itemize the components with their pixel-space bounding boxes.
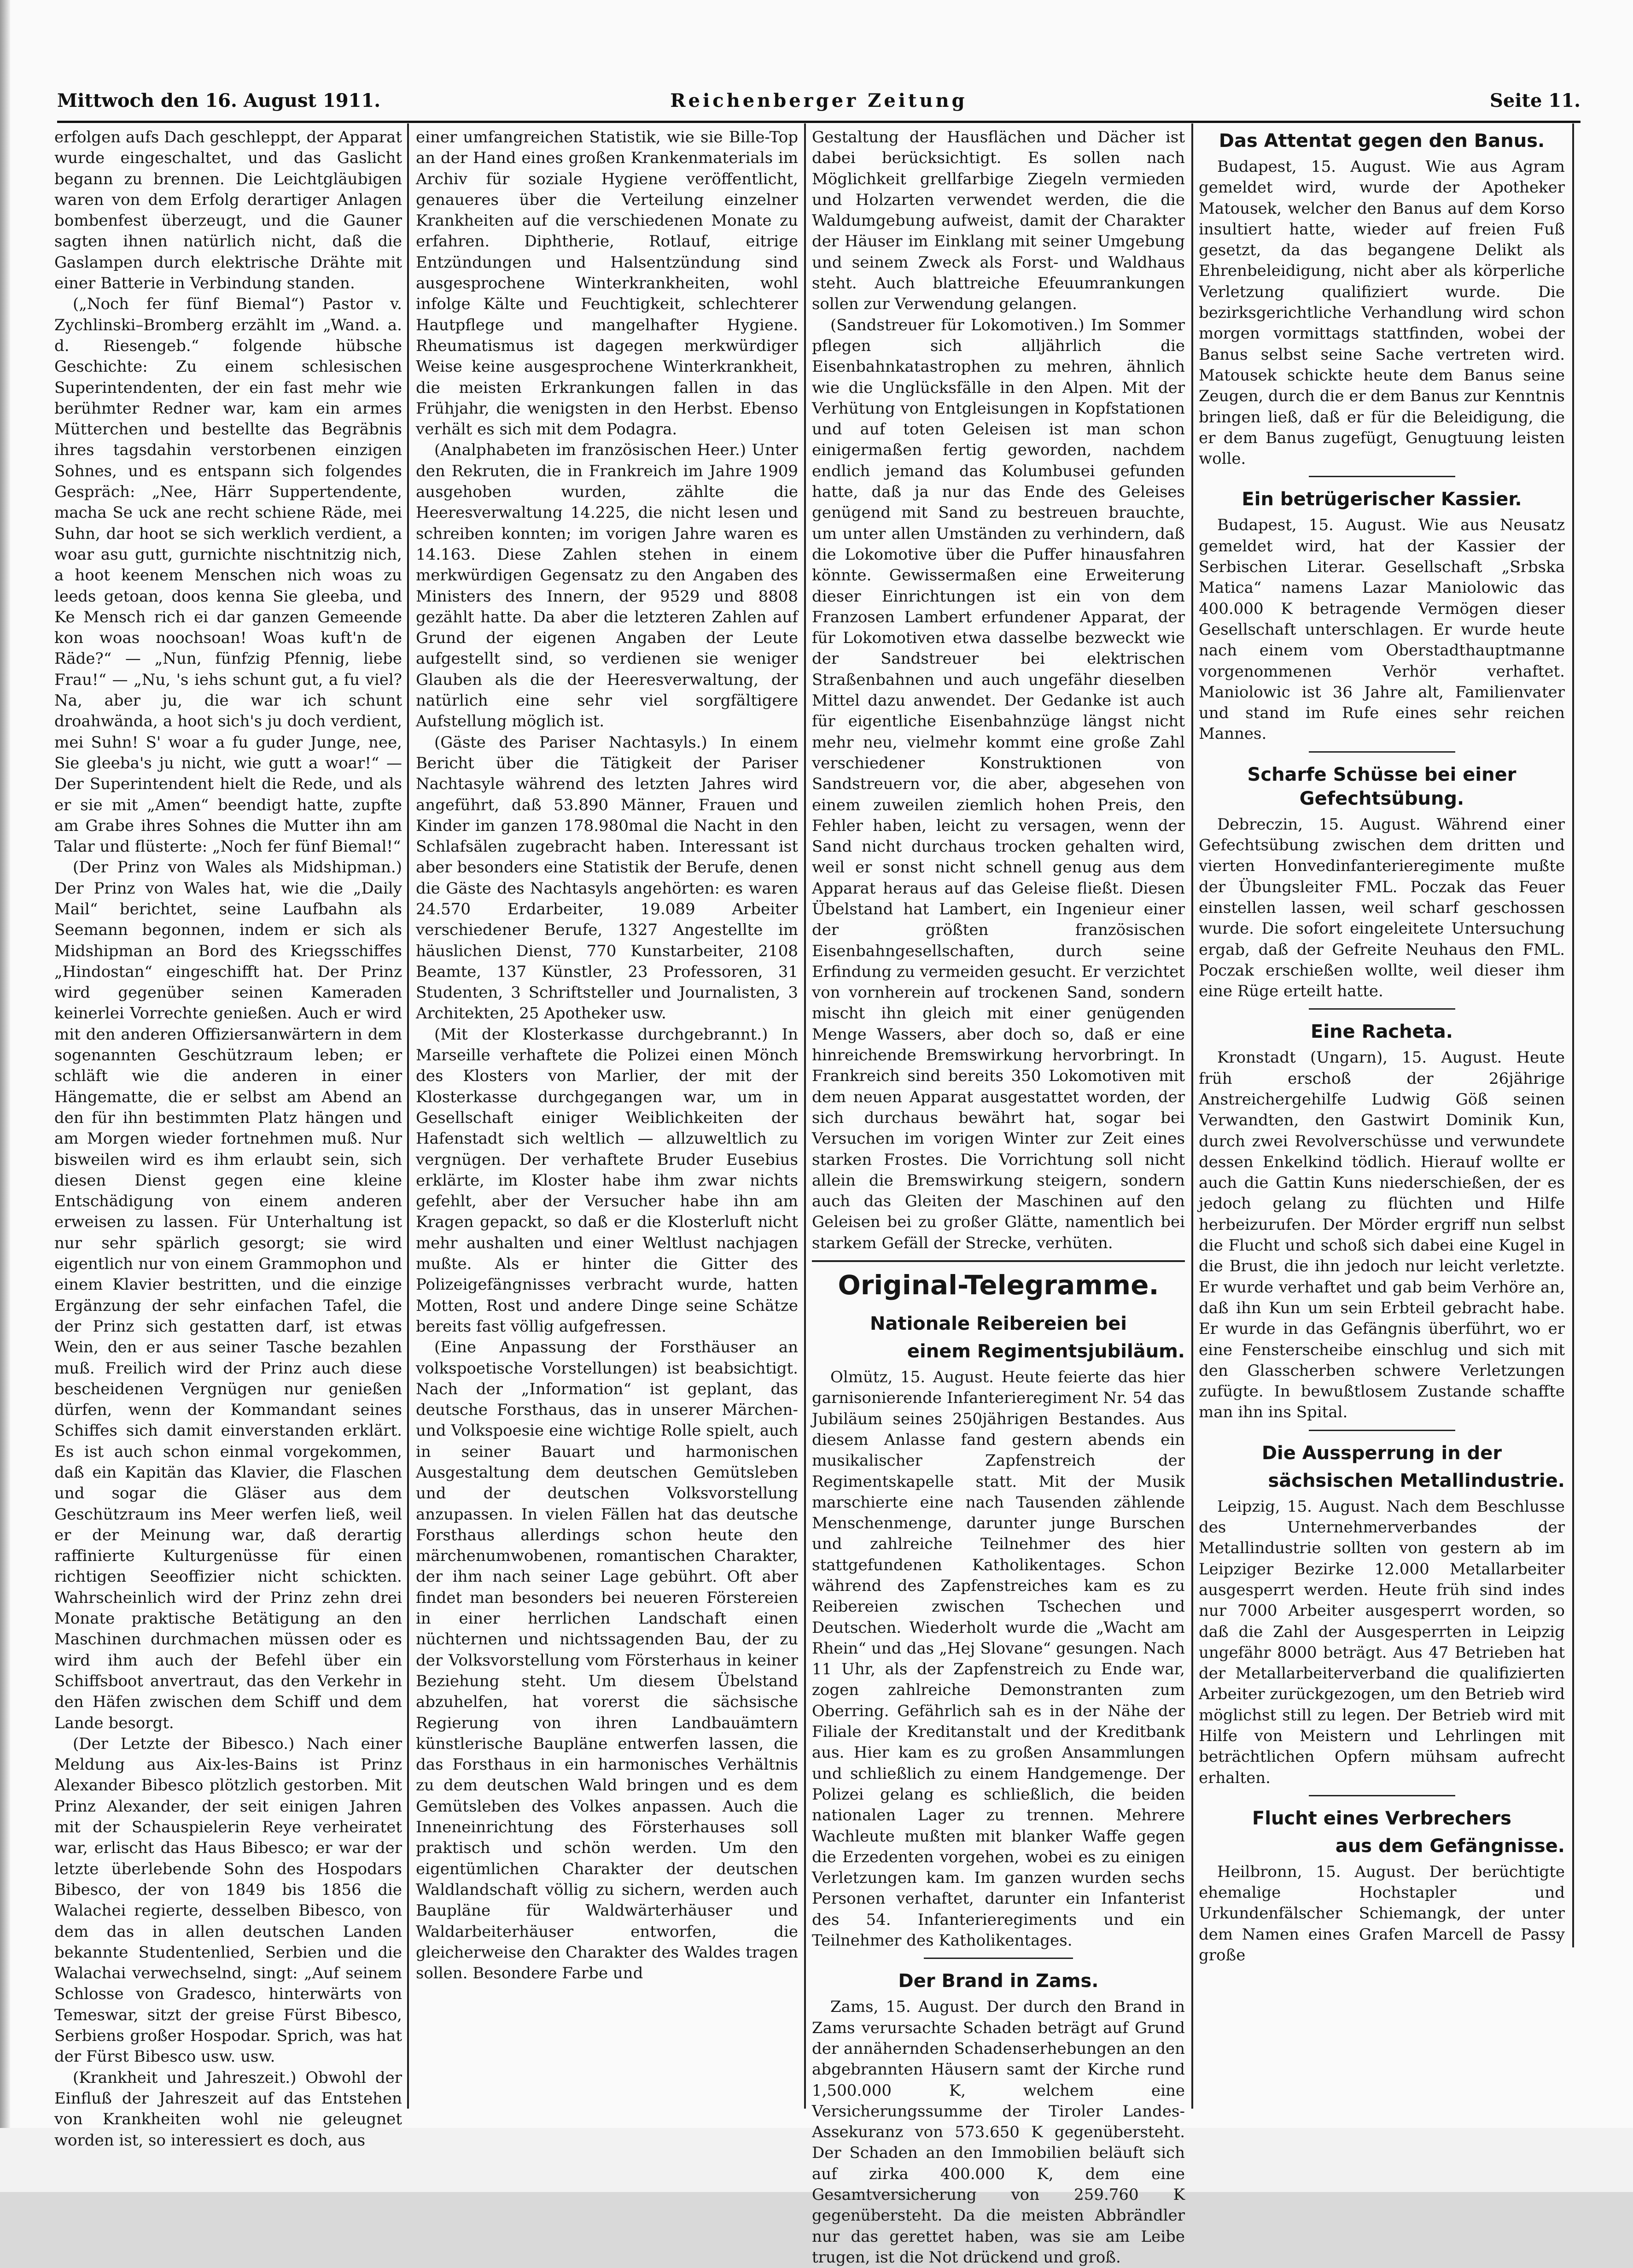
column-rule: [1191, 123, 1193, 2109]
article-paragraph: Budapest, 15. August. Wie aus Agram gemeldet wird, wurde der Apotheker Matousek, welcher den Banus auf dem Korso insultiert hatte, wieder auf freien Fuß gesetzt, da das begangene Delikt als Ehrenbeleidigung, nicht aber als körperliche Verletzung qualifiziert wurde. Die bezirksgerichtliche Verhandlung wird schon morgen vormittags stattfinden, wobei der Banus selbst seine Sache vertreten wird. Matousek schickte heute dem Banus seine Zeugen, durch die er dem Banus zur Kenntnis bringen ließ, daß er für die Beleidigung, die er dem Banus zugefügt, Genugtuung leisten wolle.: [1199, 158, 1565, 468]
article-paragraph: (Eine Anpassung der Forsthäuser an volkspoetische Vorstellungen) ist beabsichtigt. Nach der „Information“ ist geplant, das deutsche Forsthaus, das in unserer Märchen- und Volkspoesie eine wichtige Rolle spielt, auch in seiner Bauart und harmonischen Ausgestaltung dem deutschen Gemütsleben und der deutschen Volksvorstellung anzupassen. In vielen Fällen hat das deutsche Forsthaus allerdings schon heute den märchenumwobenen, romantischen Charakter, der ihm nach seiner Lage gebührt. Oft aber findet man besonders bei neueren Förstereien in einer herrlichen Landschaft einen nüchternen und nichtssagenden Bau, der zu der Volksvorstellung vom Försterhaus in keiner Beziehung steht. Um diesem Übelstand abzuhelfen, hat vorerst die sächsische Regierung von ihren Landbauämtern künstlerische Baupläne entwerfen lassen, die das Forsthaus in ein harmonisches Verhältnis zu dem deutschen Wald bringen und es dem Gemütsleben des Volkes anpassen. Auch die Inneneinrichtung des Försterhauses soll praktisch und schön werden. Um den eigentümlichen Charakter der deutschen Waldlandschaft völlig zu sichern, werden auch Baupläne für Waldwärterhäuser und Waldarbeiterhäuser entworfen, die gleicherweise den Charakter des Waldes tragen sollen. Besondere Farbe und: [416, 1338, 798, 1983]
column-rule: [407, 123, 409, 2109]
article-headline: Nationale Reibereien bei: [870, 1313, 1127, 1335]
article-paragraph: (Der Letzte der Bibesco.) Nach einer Meldung aus Aix-les-Bains ist Prinz Alexander Bibesco plötzlich gestorben. Mit Prinz Alexander, der seit einigen Jahren mit der Schauspielerin Reye verheiratet war, erlischt das Haus Bibesco; er war der letzte überlebende Sohn des Hospodars Bibesco, der von 1849 bis 1856 die Walachei regierte, desselben Bibesco, von dem das in allen deutschen Landen bekannte Studentenlied, Serbien und die Walachai verwechselnd, singt: „Auf seinem Schlosse von Gradesco, hinterwärts von Temeswar, sitzt der greise Fürst Bibesco, Serbiens großer Hospodar. Sprich, was hat der Fürst Bibesco usw. usw.: [54, 1734, 402, 2066]
masthead-page-number: Seite 11.: [1490, 90, 1581, 111]
article-paragraph: Heilbronn, 15. August. Der berüchtigte ehemalige Hochstapler und Urkundenfälscher Schiemangk, der unter dem Namen eines Grafen Marcell de Passy große: [1199, 1862, 1565, 1965]
column-3: [812, 127, 1185, 2267]
article-paragraph: („Noch fer fünf Biemal“) Pastor v. Zychlinski–Bromberg erzählt im „Wand. a. d. Riesengeb.“ folgende hübsche Geschichte: Zu einem schlesischen Superintendenten, der ein fast mehr wie berühmter Redner war, kam ein armes Mütterchen und bestellte das Begräbnis ihres tagsdahin verstorbenen einzigen Sohnes, und es entspann sich folgendes Gespräch: „Nee, Härr Suppertendente, macha Se uck ane recht schiene Räde, mei Suhn, dar hoot se sich werklich verdient, a woar asu gutt, gurnichte nischtnitzig nich, a hoot keenem Menschen nich woas zu leeds getoan, doos kenna Sie gleeba, und Ke Mensch rich ei dar ganzen Gemeende kon woas noochsoan! Woas kuft'n de Räde?“ — „Nun, fünfzig Pfennig, liebe Frau!“ — „Nu, 's iehs schunt gut, a fu viel? Na, aber ju, die war ich schunt droahwända, a hoot sich's ju doch verdient, mei Suhn! S' woar a fu guder Junge, nee, Sie gleeba's ju nicht, wie gutt a woar!“ — Der Superintendent hielt die Rede, und als er sie mit „Amen“ beendigt hatte, zupfte am Grabe ihres Sohnes die Mutter ihn am Talar und flüsterte: „Noch fer fünf Biemal!“: [54, 295, 402, 856]
article-headline: Scharfe Schüsse bei einer Gefechtsübung.: [1247, 764, 1516, 809]
article-paragraph: Debreczin, 15. August. Während einer Gefechtsübung zwischen dem dritten und vierten Honvedinfanterieregimente mußte der Übungsleiter FML. Poczak das Feuer einstellen lassen, weil scharf geschossen wurde. Die sofort eingeleitete Untersuchung ergab, daß der Gefreite Neuhaus den FML. Poczak erschießen wollte, weil dieser ihm eine Rüge erteilt hatte.: [1199, 815, 1565, 1001]
article-headline: Ein betrügerischer Kassier.: [1242, 489, 1522, 510]
binding-shadow: [0, 0, 10, 2192]
article-headline: sächsischen Metallindustrie.: [1268, 1470, 1565, 1491]
column-2: [416, 127, 798, 2108]
article-paragraph: Gestaltung der Hausflächen und Dächer ist dabei berücksichtigt. Es sollen nach Möglichkeit grellfarbige Ziegeln vermieden und Holzarten verwendet werden, die die Waldumgebung aufweist, damit der Charakter der Häuser im Einklang mit seiner Umgebung und seinem Zweck als Forst- und Waldhaus steht. Auch blattreiche Efeuumrankungen sollen zur Verwendung gelangen.: [812, 128, 1185, 314]
section-title: Original-Telegramme.: [838, 1269, 1159, 1301]
article-divider: [1309, 476, 1455, 477]
section-rule: [812, 1260, 1185, 1262]
column-rule: [1572, 123, 1574, 1947]
article-paragraph: (Sandstreuer für Lokomotiven.) Im Sommer pflegen sich alljährlich die Eisenbahnkatastrophen zu mehren, ähnlich wie die Unglücksfälle in den Alpen. Mit der Verhütung von Entgleisungen in Kopfstationen und auf toten Geleisen ist man schon einigermaßen fertig geworden, nachdem endlich jemand das Kolumbusei gefunden hatte, daß ja nur das Ende des Geleises genügend mit Sand zu bestreuen brauchte, um unter allen Umständen zu verhindern, daß die Lokomotive über die Puffer hinausfahren könnte. Gewissermaßen eine Erweiterung dieser Einrichtungen ist ein von dem Franzosen Lambert erfundener Apparat, der für Lokomotiven etwa dasselbe bezweckt wie der Sandstreuer bei elektrischen Straßenbahnen und auch ungefähr dieselben Mittel dazu anwendet. Der Gedanke ist auch für eigentliche Eisenbahnzüge längst nicht mehr neu, vielmehr kommt eine große Zahl verschiedener Konstruktionen von Sandstreuern vor, die aber, abgesehen von einem zuweilen ziemlich hohen Preis, den Fehler haben, leicht zu versagen, wenn der Sand nicht durchaus trocken gehalten wird, weil er sonst nicht schnell genug aus dem Apparat heraus auf das Geleise fließt. Diesen Übelstand hat Lambert, ein Ingenieur einer der größten französischen Eisenbahngesellschaften, durch seine Erfindung zu vermeiden gesucht. Er verzichtet von vornherein auf trockenen Sand, sondern mischt ihn gleich mit einer genügenden Menge Wassers, aber doch so, daß er eine hinreichende Bremswirkung hervorbringt. In Frankreich sind bereits 350 Lokomotiven mit dem neuen Apparat ausgestattet worden, der sich durchaus bewährt hat, sogar bei Versuchen im vorigen Winter zur Zeit eines starken Frostes. Die Vorrichtung soll nicht allein die Bremswirkung steigern, sondern auch das Gleiten der Maschinen auf den Geleisen bei zu großer Glätte, namentlich bei starkem Gefäll der Strecke, verhüten.: [812, 316, 1185, 1252]
article-paragraph: (Analphabeten im französischen Heer.) Unter den Rekruten, die in Frankreich im Jahre 1909 ausgehoben wurden, zählte die Heeresverwaltung 14.225, die nicht lesen und schreiben konnten; im vorigen Jahre waren es 14.163. Diese Zahlen stehen in einem merkwürdigen Gegensatz zu den Angaben des Ministers des Innern, der 9529 und 8808 gezählt hatte. Da aber die letzteren Zahlen auf Grund der eigenen Angaben der Leute aufgestellt sind, so verdienen sie weniger Glauben als die der Heeresverwaltung, der natürlich eine sehr viel sorgfältigere Aufstellung möglich ist.: [416, 441, 798, 731]
article-paragraph: Kronstadt (Ungarn), 15. August. Heute früh erschoß der 26jährige Anstreichergehilfe Ludwig Göß seinen Verwandten, den Gastwirt Dominik Kun, durch zwei Revolverschüsse und verwundete dessen Enkelkind tödlich. Hierauf wollte er auch die Gattin Kuns niederschießen, der es jedoch gelang zu flüchten und Hilfe herbeizurufen. Der Mörder ergriff nun selbst die Flucht und schoß sich dabei eine Kugel in die Brust, die ihn jedoch nur leicht verletzte. Er wurde verhaftet und gab beim Verhöre an, daß ihn Kun um sein Erbteil gebracht habe. Er wurde in das Gefängnis überführt, wo er eine Fensterscheibe einschlug und sich mit den Glasscherben schwere Verletzungen zufügte. In bewußtlosem Zustande schaffte man ihn ins Spital.: [1199, 1048, 1565, 1422]
article-divider: [1309, 751, 1455, 753]
article-paragraph: (Der Prinz von Wales als Midshipman.) Der Prinz von Wales hat, wie die „Daily Mail“ berichtet, seine Laufbahn als Seemann begonnen, indem er sich als Midshipman an Bord des Kriegsschiffes „Hindostan“ eingeschifft hat. Der Prinz wird gegenüber seinen Kameraden keinerlei Vorrechte genießen. Auch er wird mit den anderen Offiziersanwärtern in dem sogenannten Geschützraum leben; er schläft wie die anderen in einer Hängematte, die er selbst am Abend an den für ihn bestimmten Platz hängen und am Morgen wieder fortnehmen muß. Nur bisweilen wird es ihm erlaubt sein, sich diesen Dienst gegen eine kleine Entschädigung von einem anderen erweisen zu lassen. Für Unterhaltung ist nur sehr spärlich gesorgt; sie wird eigentlich nur von einem Grammophon und einem Klavier bestritten, und die einzige Ergänzung der sehr einfachen Tafel, die der Prinz sich gestatten darf, ist etwas Wein, den er aus seiner Tasche bezahlen muß. Freilich wird der Prinz auch diese bescheidenen Vergnügen nur genießen dürfen, wenn der Kommandant seines Schiffes sich damit einverstanden erklärt. Es ist auch schon einmal vorgekommen, daß ein Kapitän das Klavier, die Flaschen und sogar die Gläser aus dem Geschützraum ins Meer werfen ließ, weil er der Meinung war, daß derartig raffinierte Kulturgenüsse für einen richtigen Seeoffizier nicht schickten. Wahrscheinlich wird der Prinz zehn drei Monate praktische Betätigung an den Maschinen durchmachen müssen oder es wird ihm auch der Befehl über ein Schiffsboot anvertraut, das den Verkehr in den Häfen zwischen dem Schiff und dem Lande besorgt.: [54, 858, 402, 1732]
article-paragraph: (Mit der Klosterkasse durchgebrannt.) In Marseille verhaftete die Polizei einen Mönch des Klosters von Marlier, der mit der Klosterkasse durchgegangen war, um in Gesellschaft einiger Weiblichkeiten der Hafenstadt sich weltlich — allzuweltlich zu vergnügen. Der verhaftete Bruder Eusebius erklärte, im Kloster habe ihm zwar nichts gefehlt, aber der Versucher habe ihn am Kragen gepackt, so daß er die Klosterluft nicht mehr aushalten und einer Weltlust nachjagen mußte. Als er hinter die Gitter des Polizeigefängnisses verbracht wurde, hatten Motten, Rost und andere Dinge seine Schätze bereits fast völlig aufgefressen.: [416, 1025, 798, 1336]
article-paragraph: Budapest, 15. August. Wie aus Neusatz gemeldet wird, hat der Kassier der Serbischen Literar. Gesellschaft „Srbska Matica“ namens Lazar Maniolowic das 400.000 K betragende Vermögen dieser Gesellschaft unterschlagen. Er wurde heute nach einem vom Oberstadthauptmanne vorgenommenen Verhör verhaftet. Maniolowic ist 36 Jahre alt, Familienvater und stand im Rufe eines sehr reichen Mannes.: [1199, 516, 1565, 743]
article-paragraph: einer umfangreichen Statistik, wie sie Bille-Top an der Hand eines großen Krankenmaterials im Archiv für soziale Hygiene veröffentlicht, genaueres über die Verteilung einzelner Krankheiten auf die verschiedenen Monate zu erfahren. Diphtherie, Rotlauf, eitrige Entzündungen und Halsentzündung sind ausgesprochene Winterkrankheiten, wohl infolge Kälte und Feuchtigkeit, schlechterer Hautpflege und mangelhafter Hygiene. Rheumatismus ist dagegen merkwürdiger Weise keine ausgesprochene Winterkrankheit, die meisten Erkrankungen fallen in das Frühjahr, die wenigsten in den Herbst. Ebenso verhält es sich mit dem Podagra.: [416, 128, 798, 439]
masthead: [57, 90, 1581, 122]
masthead-date: Mittwoch den 16. August 1911.: [57, 90, 381, 111]
article-paragraph: (Gäste des Pariser Nachtasyls.) In einem Bericht über die Tätigkeit der Pariser Nachtasyle während des letzten Jahres wird angeführt, daß 53.890 Männer, Frauen und Kinder im ganzen 178.980mal die Nacht in den Schlafsälen zugebracht haben. Interessant ist aber besonders eine Statistik der Berufe, denen die Gäste des Nachtasyls angehörten: es waren 24.570 Erdarbeiter, 19.089 Arbeiter verschiedener Berufe, 1327 Angestellte im häuslichen Dienst, 770 Kunstarbeiter, 2108 Beamte, 137 Künstler, 23 Professoren, 31 Studenten, 3 Schriftsteller und Journalisten, 3 Architekten, 25 Apotheker usw.: [416, 733, 798, 1023]
column-4: [1199, 127, 1565, 2108]
article-headline: Die Aussperrung in der: [1261, 1442, 1502, 1464]
article-headline: Eine Racheta.: [1311, 1021, 1453, 1043]
article-paragraph: (Krankheit und Jahreszeit.) Obwohl der Einfluß der Jahreszeit auf das Entstehen von Krankheiten wohl nie geleugnet worden ist, so interessiert es doch, aus: [54, 2068, 402, 2150]
article-headline: Der Brand in Zams.: [898, 1970, 1099, 1992]
article-headline: Flucht eines Verbrechers: [1252, 1807, 1511, 1829]
article-paragraph: erfolgen aufs Dach geschleppt, der Apparat wurde eingeschaltet, und das Gaslicht begann zu brennen. Die Leichtgläubigen waren von dem Erfolg derartiger Anlagen bombenfest überzeugt, und die Gauner sagten ihnen natürlich nicht, daß die Gaslampen durch elektrische Drähte mit einer Batterie in Verbindung standen.: [54, 128, 402, 293]
article-divider: [1309, 1795, 1455, 1796]
article-paragraph: Zams, 15. August. Der durch den Brand in Zams verursachte Schaden beträgt auf Grund der annähernden Schadenserhebungen an den abgebrannten Häusern samt der Kirche rund 1,500.000 K, welchem eine Versicherungssumme der Tiroler Landes-Assekuranz von 573.650 K gegenübersteht. Der Schaden an den Immobilien beläuft sich auf zirka 400.000 K, dem eine Gesamtversicherung von 259.760 K gegenübersteht. Da die meisten Abbrändler nur das gerettet haben, was sie am Leibe trugen, ist die Not drückend und groß.: [812, 1998, 1185, 2267]
article-headline: aus dem Gefängnisse.: [1335, 1835, 1565, 1857]
article-paragraph: Olmütz, 15. August. Heute feierte das hier garnisonierende Infanterieregiment Nr. 54 das Jubiläum seines 250jährigen Bestandes. Aus diesem Anlasse fand gestern abends ein musikalischer Zapfenstreich der Regimentskapelle statt. Mit der Musik marschierte eine nach Tausenden zählende Menschenmenge, darunter junge Burschen und zahlreiche Teilnehmer des hier stattgefundenen Katholikentages. Schon während des Zapfenstreiches kam es zu Reibereien zwischen Tschechen und Deutschen. Wiederholt wurde die „Wacht am Rhein“ und das „Hej Slovane“ gesungen. Nach 11 Uhr, als der Zapfenstreich zu Ende war, zogen zahlreiche Demonstranten zum Oberring. Gefährlich sah es in der Nähe der Filiale der Kreditanstalt und der Kreditbank aus. Hier kam es zu großen Ansammlungen und schließlich zu einem Handgemenge. Der Polizei gelang es schließlich, die beiden nationalen Lager zu trennen. Mehrere Wachleute mußten mit blanker Waffe gegen die Erzedenten vorgehen, wobei es zu einigen Verletzungen kam. Im ganzen wurden sechs Personen verhaftet, darunter ein Infanterist des 54. Infanterieregiments und ein Teilnehmer des Katholikentages.: [812, 1368, 1185, 1950]
column-1: [54, 127, 402, 2150]
masthead-rule: [57, 121, 1581, 123]
article-headline: einem Regimentsjubiläum.: [907, 1341, 1185, 1362]
article-divider: [1309, 1008, 1455, 1010]
masthead-title: Reichenberger Zeitung: [670, 90, 968, 111]
column-rule: [804, 123, 806, 2109]
article-headline: Das Attentat gegen den Banus.: [1219, 130, 1545, 152]
article-paragraph: Leipzig, 15. August. Nach dem Beschlusse des Unternehmerverbandes der Metallindustrie sollten von gestern ab im Leipziger Bezirke 12.000 Metallarbeiter ausgesperrt werden. Heute früh sind indes nur 7000 Arbeiter ausgesperrt worden, so daß die Zahl der Ausgesperrten in Leipzig ungefähr 8000 beträgt. Aus 47 Betrieben hat der Metallarbeiterverband die qualifizierten Arbeiter zurückgezogen, um den Betrieb wird möglichst still zu legen. Der Betrieb wird mit Hilfe von Meistern und Lehrlingen mit beträchtlichen Opfern mühsam aufrecht erhalten.: [1199, 1497, 1565, 1787]
article-divider: [924, 1958, 1073, 1959]
article-divider: [1309, 1430, 1455, 1431]
